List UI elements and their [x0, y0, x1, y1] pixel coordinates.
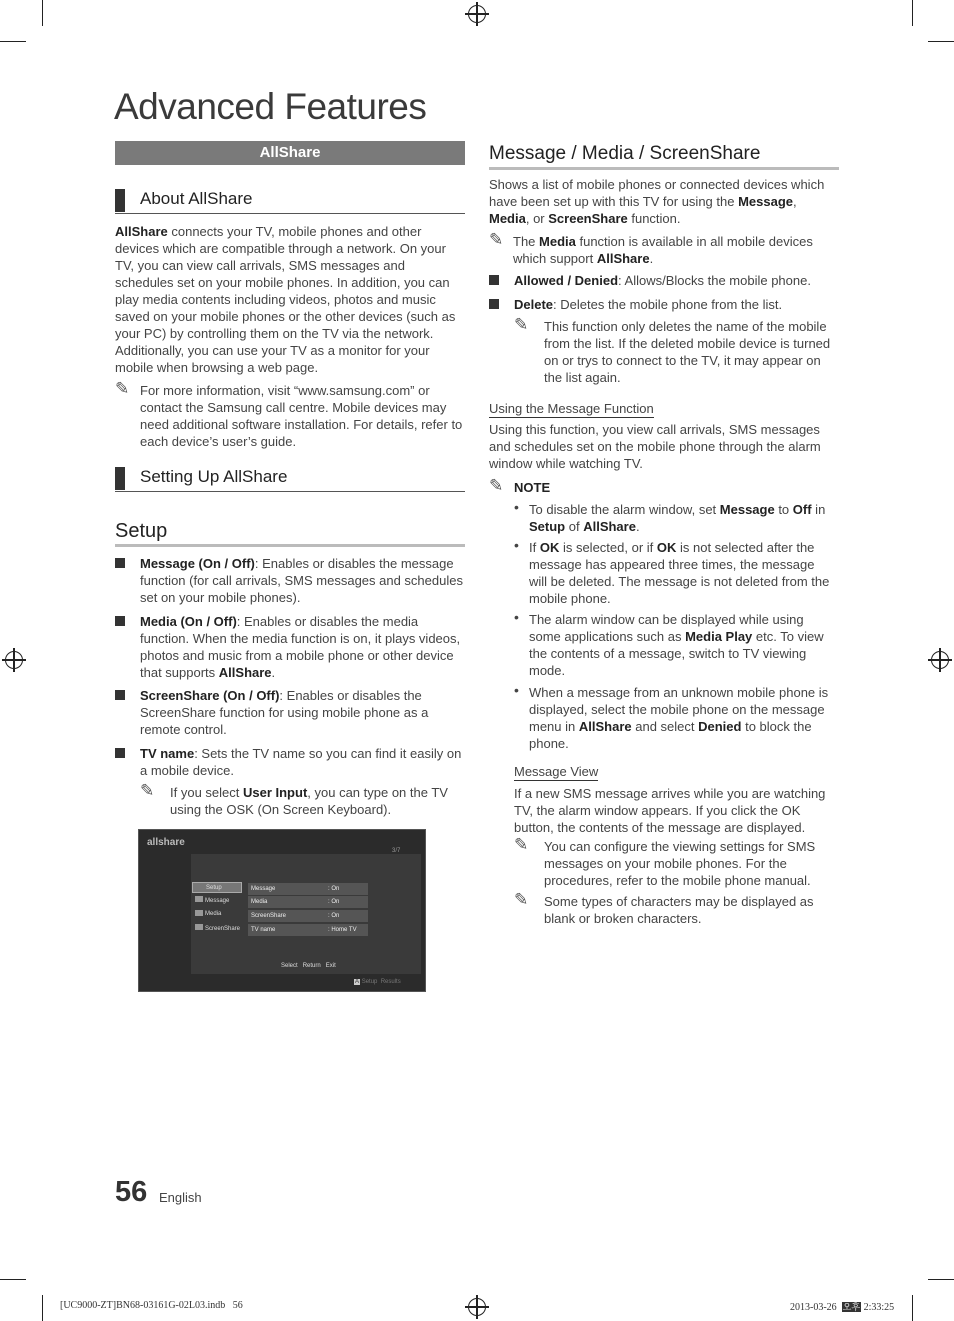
view-paragraph: If a new SMS message arrives while you are watching TV, the alarm window appears. If you click the OK button, the contents of the message are displayed. — [514, 786, 826, 835]
bullet-square-icon — [115, 690, 125, 700]
note-pencil-icon: ✎ — [140, 781, 155, 800]
message-icon — [195, 896, 203, 902]
page-title: Advanced Features — [114, 86, 427, 127]
tv-menu-panel — [191, 854, 421, 974]
return-hint[interactable]: Return — [302, 963, 321, 969]
footer-file: [UC9000-ZT]BN68-03161G-02L03.indb 56 — [60, 1300, 243, 1311]
exit-hint[interactable]: Exit — [325, 963, 336, 969]
note-pencil-icon: ✎ — [514, 890, 529, 909]
section-bar: AllShare — [115, 141, 465, 165]
tv-menu-media[interactable]: Media — [205, 911, 222, 917]
bullet-dot: • — [514, 537, 519, 553]
about-heading: About AllShare — [115, 189, 465, 214]
bullet-square-icon — [489, 275, 499, 285]
mms-heading: Message / Media / ScreenShare — [489, 143, 839, 170]
crop-mark — [928, 41, 954, 42]
crop-mark — [42, 0, 43, 26]
using-paragraph: Using this function, you view call arrivals, SMS messages and schedules set on the mobile phone through the alarm window while watching TV. — [489, 422, 821, 471]
view-note-2: Some types of characters may be displayed as blank or broken characters. — [544, 894, 814, 926]
registration-mark-icon — [468, 1298, 486, 1316]
page-language: English — [159, 1190, 202, 1205]
about-note: For more information, visit “www.samsung.com” or contact the Samsung call centre. Mobile devices may need additional software installation. For details, refer to each device’s user’s guide. — [140, 383, 463, 449]
footer-timestamp: 2013-03-26 오후 2:33:25 — [790, 1302, 895, 1313]
note-bullet-2: If OK is selected, or if OK is not selected after the message has appeared three times, the message will be deleted. The message is not deleted from the mobile phone. — [529, 540, 830, 606]
tv-menu-message[interactable]: Message — [205, 898, 230, 904]
setup-item-screenshare: ScreenShare (On / Off): Enables or disables the ScreenShare function for using mobile phone as a remote control. — [140, 688, 429, 737]
note-pencil-icon: ✎ — [115, 379, 130, 398]
tv-bottom-hints: A Setup Results — [355, 979, 401, 985]
setup-item-message: Message (On / Off): Enables or disables the message function (for call arrivals, SMS messages and schedules set on your mobile phones). — [140, 556, 463, 605]
crop-mark — [928, 1279, 954, 1280]
note-pencil-icon: ✎ — [489, 476, 504, 495]
allowed-denied-item: Allowed / Denied: Allows/Blocks the mobile phone. — [514, 273, 811, 288]
registration-mark-icon — [5, 651, 23, 669]
media-icon — [195, 910, 203, 916]
delete-note: This function only deletes the name of the mobile from the list. If the deleted mobile device is turned on or trys to connect to the TV, it may appear on the list again. — [544, 319, 831, 385]
crop-mark — [0, 41, 26, 42]
bullet-square-icon — [115, 748, 125, 758]
view-note-1: You can configure the viewing settings for SMS messages on your mobile phones. For the procedures, refer to the mobile phone manual. — [544, 839, 816, 888]
bullet-dot: • — [514, 499, 519, 515]
mms-note: The Media function is available in all mobile devices which support AllShare. — [513, 234, 813, 266]
note-label: NOTE — [514, 480, 551, 495]
tv-footer-hints — [281, 963, 336, 969]
setup-item-media: Media (On / Off): Enables or disables the media function. When the media function is on, it plays videos, photos and music from a mobile phone or other device that supports AllShare. — [140, 614, 461, 680]
bullet-dot: • — [514, 609, 519, 625]
crop-mark — [0, 1279, 26, 1280]
registration-mark-icon — [468, 5, 486, 23]
setup-item-tvname: TV name: Sets the TV name so you can find it easily on a mobile device. — [140, 746, 462, 778]
note-pencil-icon: ✎ — [514, 315, 529, 334]
select-hint[interactable]: Select — [281, 963, 298, 969]
tv-page-indicator: 3/7 — [392, 848, 401, 854]
crop-mark — [912, 1295, 913, 1321]
using-heading: Using the Message Function — [489, 401, 654, 416]
tv-row-tvname[interactable]: TV name : Home TV — [248, 924, 368, 936]
setup-heading: Setup — [115, 520, 465, 547]
screenshare-icon — [195, 924, 203, 930]
setup-note: If you select User Input, you can type on the TV using the OSK (On Screen Keyboard). — [170, 785, 448, 817]
tv-row-screenshare[interactable]: ScreenShare : On — [248, 910, 368, 922]
allshare-logo: allshare — [147, 837, 185, 848]
page-number: 56 — [115, 1176, 148, 1208]
about-paragraph: AllShare connects your TV, mobile phones and other devices which are compatible through a network. On your TV, you can view call arrivals, SMS messages and schedules set on your mobile phones. In addition, you can play media contents including videos, photos and music saved on your mobile phones or the other devices (such as your PC) by controlling them on the TV via the network. Additionally, you can use your TV as a monitor for your mobile when browsing a web page. — [115, 224, 456, 375]
crop-mark — [912, 0, 913, 26]
delete-item: Delete: Deletes the mobile phone from the list. — [514, 297, 783, 312]
tv-menu-setup[interactable]: Setup — [192, 882, 242, 893]
view-heading: Message View — [514, 764, 599, 779]
tv-menu-screenshare[interactable]: ScreenShare — [205, 926, 241, 932]
bullet-dot: • — [514, 682, 519, 698]
note-bullet-4: When a message from an unknown mobile phone is displayed, select the mobile phone on the message menu in AllShare and select Denied to block the phone. — [529, 685, 829, 751]
registration-mark-icon — [931, 651, 949, 669]
tv-row-message[interactable]: Message : On — [248, 883, 368, 895]
note-pencil-icon: ✎ — [489, 230, 504, 249]
tv-setup-screenshot — [138, 829, 426, 992]
tv-row-media[interactable]: Media : On — [248, 896, 368, 908]
bullet-square-icon — [115, 558, 125, 568]
note-bullet-3: The alarm window can be displayed while using some applications such as Media Play etc. To view the contents of a message, switch to TV viewing mode. — [529, 612, 824, 678]
note-pencil-icon: ✎ — [514, 835, 529, 854]
mms-intro: Shows a list of mobile phones or connected devices which have been set up with this TV for using the Message, Media, or ScreenShare function. — [489, 177, 825, 226]
bullet-square-icon — [115, 616, 125, 626]
note-bullet-1: To disable the alarm window, set Message to Off in Setup of AllShare. — [529, 502, 826, 534]
crop-mark — [42, 1295, 43, 1321]
bullet-square-icon — [489, 299, 499, 309]
setting-up-heading: Setting Up AllShare — [115, 467, 465, 492]
